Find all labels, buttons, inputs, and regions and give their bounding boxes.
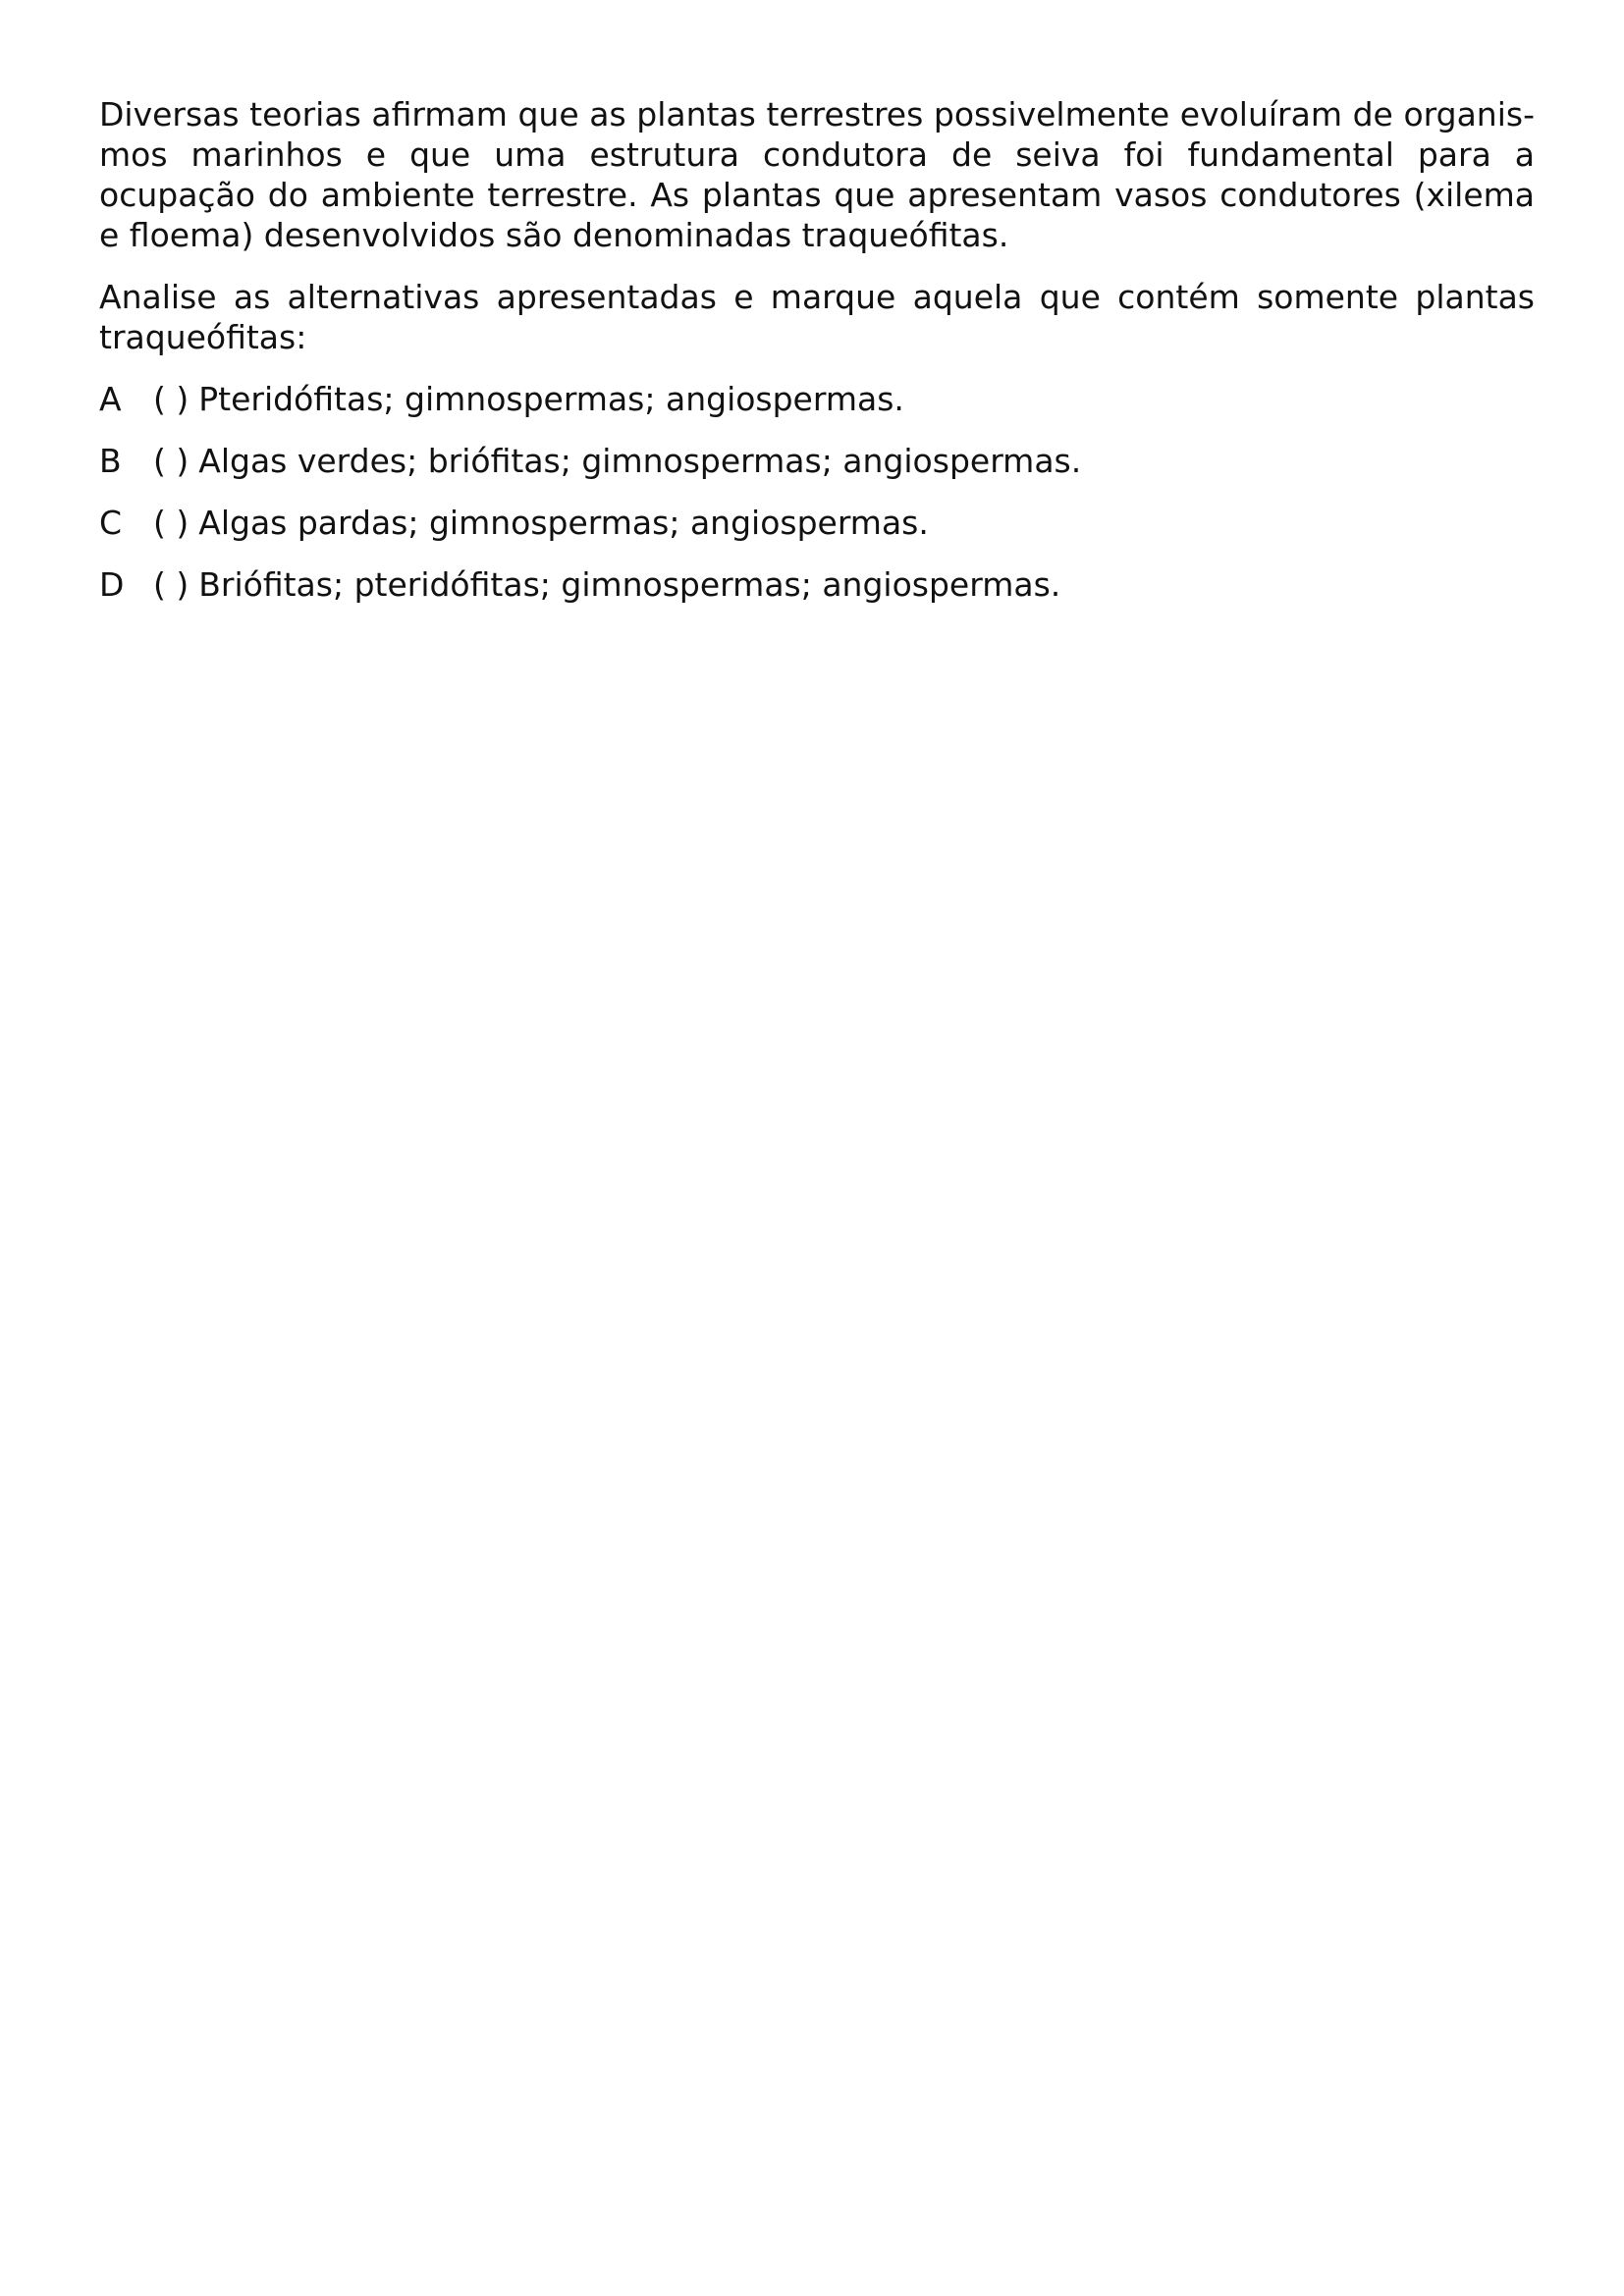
question-block (99, 94, 1535, 626)
option-text: Algas verdes; briófitas; gimnospermas; angiospermas. (198, 442, 1082, 480)
answer-option-c[interactable] (99, 503, 1535, 543)
option-checkbox[interactable]: ( ) (153, 504, 189, 542)
option-letter: D (99, 565, 125, 604)
option-text: Briófitas; pteridófitas; gimnospermas; angiospermas. (198, 565, 1061, 604)
option-letter: C (99, 504, 123, 542)
question-intro: Diversas teorias afirmam que as plantas terrestres possivelmente evoluíram de organismos marinhos e que uma estrutura condutora de seiva foi fundamental para a ocupação do ambiente terrestre. As plantas que apresentam vasos condutores (xilema e floema) desenvolvidos são denominadas traqueófitas. (99, 95, 1535, 254)
question-prompt: Analise as alternativas apresentadas e marque aquela que contém somente plantas traqueófitas: (99, 278, 1535, 356)
answer-option-b[interactable] (99, 441, 1535, 481)
answer-option-a[interactable] (99, 379, 1535, 419)
answer-options (99, 379, 1535, 605)
answer-option-d[interactable] (99, 564, 1535, 605)
option-letter: A (99, 380, 122, 418)
option-checkbox[interactable]: ( ) (153, 442, 189, 480)
option-checkbox[interactable]: ( ) (153, 380, 189, 418)
option-text: Pteridófitas; gimnospermas; angiospermas. (198, 380, 904, 418)
option-letter: B (99, 442, 122, 480)
option-checkbox[interactable]: ( ) (153, 565, 189, 604)
option-text: Algas pardas; gimnospermas; angiospermas. (198, 504, 929, 542)
